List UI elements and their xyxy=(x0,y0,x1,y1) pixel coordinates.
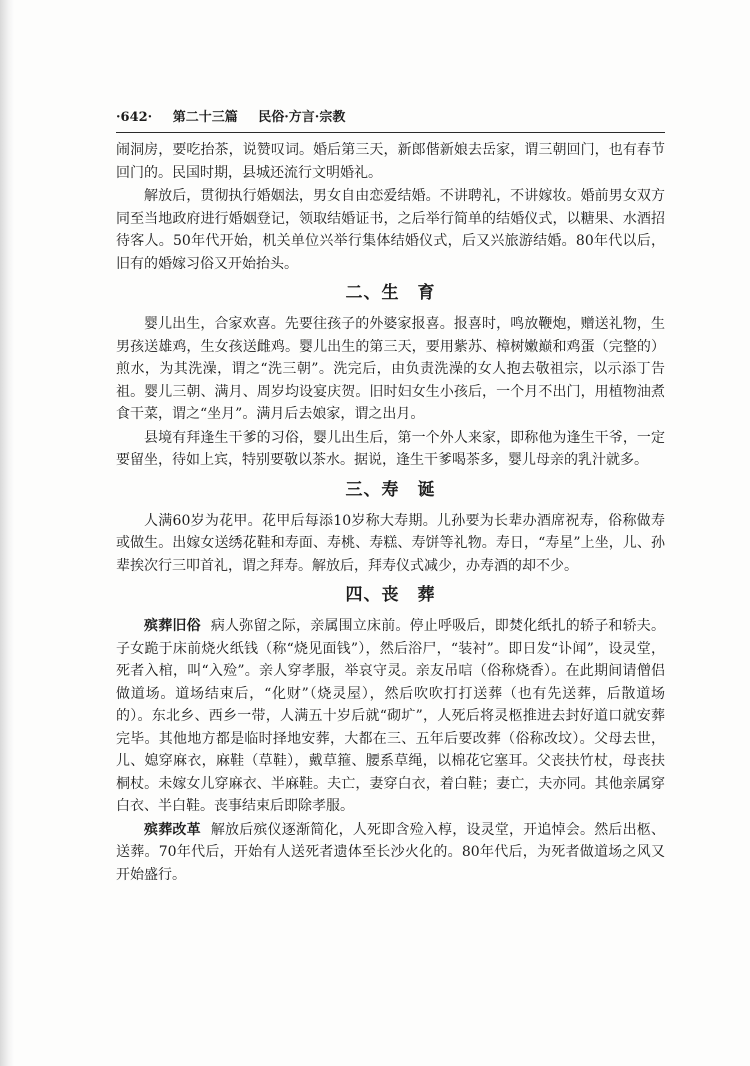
paragraph-lead-title: 殡葬改革 xyxy=(144,821,201,838)
paragraph-text: 病人弥留之际，亲属围立床前。停止呼吸后，即焚化纸扎的轿子和轿夫。子女跪于床前烧火纸钱（称“烧见面钱”），然后浴尸，“装衬”。即日发“讣闻”，设灵堂，死者入棺，叫“入殓”。亲人穿孝服，举哀守灵。亲友吊唁（俗称烧香）。在此期间请僧侣做道场。道场结束后，“化财”（烧灵屋），然后吹吹打打送葬（也有先送葬，后散道场的）。东北乡、西乡一带，人满五十岁后就“砌圹”，人死后将灵柩推进去封好道口就安葬完毕。其他地方都是临时择地安葬，大都在三、五年后要改葬（俗称改坟）。父母去世，儿、媳穿麻衣，麻鞋（草鞋），戴草箍、腰系草绳，以棉花它塞耳。父丧扶竹杖，母丧扶桐杖。未嫁女儿穿麻衣、半麻鞋。夫亡，妻穿白衣，着白鞋；妻亡，夫亦同。其他亲属穿白衣、半白鞋。丧事结束后即除孝服。 xyxy=(116,618,666,814)
chapter-title: 民俗·方言·宗教 xyxy=(258,110,346,125)
birth-paragraph: 婴儿出生，合家欢喜。先要往孩子的外婆家报喜。报喜时，鸣放鞭炮，赠送礼物，生男孩送雄鸡，生女孩送雌鸡。婴儿出生的第三天，要用紫苏、樟树嫩巅和鸡蛋（完整的）煎水，为其洗澡，谓之“洗三朝”。洗完后，由负责洗澡的女人抱去敬祖宗，以示添丁告祖。婴儿三朝、满月、周岁均设宴庆贺。旧时妇女生小孩后，一个月不出门，用植物油煮食干菜，谓之“坐月”。满月后去娘家，谓之出月。 xyxy=(116,316,665,422)
paragraph-text: 解放后殡仪逐渐简化，人死即含殓入椁，设灵堂，开追悼会。然后出柩、送葬。70年代后，开始有人送死者遗体至长沙火化的。80年代后，为死者做道场之风又开始盛行。 xyxy=(116,821,666,883)
running-header xyxy=(116,108,665,133)
chapter-label: 第二十三篇 xyxy=(172,110,238,125)
birth-paragraph: 县境有拜逢生干爹的习俗，婴儿出生后，第一个外人来家，即称他为逢生干爷，一定要留坐，待如上宾，特别要敬以茶水。据说，逢生干爹喝茶多，婴儿母亲的乳汁就多。 xyxy=(116,429,665,468)
intro-paragraph: 解放后，贯彻执行婚姻法，男女自由恋爱结婚。不讲聘礼，不讲嫁妆。婚前男女双方同至当地政府进行婚姻登记，领取结婚证书，之后举行简单的结婚仪式，以糖果、水酒招待客人。50年代开始，机关单位兴举行集体结婚仪式，后又兴旅游结婚。80年代以后，旧有的婚嫁习俗又开始抬头。 xyxy=(116,188,665,272)
section-heading-funeral: 四、丧 葬 xyxy=(345,585,436,605)
text-column xyxy=(116,108,665,886)
section-heading-birth: 二、生 育 xyxy=(345,283,436,303)
scan-shadow-edge xyxy=(0,0,14,1066)
funeral-old-custom-paragraph xyxy=(116,615,665,818)
section-heading-longevity: 三、寿 诞 xyxy=(345,479,436,500)
longevity-paragraph: 人满60岁为花甲。花甲后每添10岁称大寿期。儿孙要为长辈办酒席祝寿，俗称做寿或做生。出嫁女送绣花鞋和寿面、寿桃、寿糕、寿饼等礼物。寿日，“寿星”上坐，儿、孙辈挨次行三叩首礼，谓之拜寿。解放后，拜寿仪式减少，办寿酒的却不少。 xyxy=(116,512,665,574)
paragraph-lead-title: 殡葬旧俗 xyxy=(144,618,201,634)
funeral-reform-paragraph xyxy=(116,819,665,887)
page-number: ·642· xyxy=(116,110,153,125)
intro-paragraph-continued: 闹洞房，要吃抬茶，说赞叹词。婚后第三天，新郎偕新娘去岳家，谓三朝回门，也有春节回门的。民国时期，县城还流行文明婚礼。 xyxy=(116,142,665,181)
page-body xyxy=(116,139,665,886)
